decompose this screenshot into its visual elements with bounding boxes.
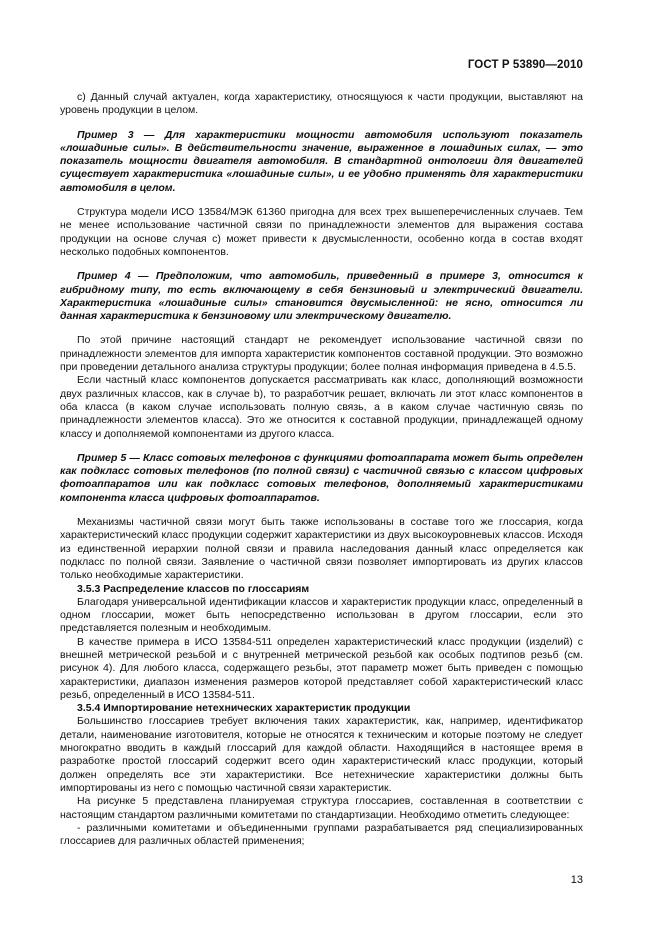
page-number: 13: [570, 874, 583, 886]
paragraph-partial-link-mechanisms: Механизмы частичной связи могут быть также использованы в составе того же глоссария, когда характеристический класс продукции содержит характеристики из двух высокоуровневых классов. Исходя из единственной иерархии полной связи и правила наследования данный класс определяется как подкласс по полной связи. Заявление о частичной связи позволяет импортировать из других классов только необходимые характеристики.: [60, 516, 583, 582]
paragraph-universal-identification: Благодаря универсальной идентификации классов и характеристик продукции класс, определенный в одном глоссарии, может быть непосредственно использован в другом глоссарии, если это представляется полезным и необходимым.: [60, 595, 583, 635]
document-body: [60, 91, 583, 848]
paragraph-case-c: с) Данный случай актуален, когда характеристику, относящуюся к части продукции, выставляют на уровень продукции в целом.: [60, 91, 583, 117]
standard-header: ГОСТ Р 53890—2010: [467, 59, 583, 71]
paragraph-recommendation: По этой причине настоящий стандарт не рекомендует использование частичной связи по принадлежности элементов для импорта характеристик компонентов составной продукции. Это возможно при проведении детального анализа структуры продукции; более полная информация приведена в 4.5.5.: [60, 334, 583, 374]
example-5: Пример 5 — Класс сотовых телефонов с функциями фотоаппарата может быть определен как подкласс сотовых телефонов (по полной связи) с частичной связью с классом цифровых фотоаппаратов или как подкласс сотовых телефонов, дополняемый характеристиками компонента класса цифровых фотоаппаратов.: [60, 451, 583, 504]
paragraph-non-technical: Большинство глоссариев требует включения таких характеристик, как, например, идентификатор детали, наименование изготовителя, которые не относятся к техническим и которые поэтому не следует многократно вводить в каждый глоссарий для каждой области. Находящийся в настоящее время в разработке простой глоссарий содержит всего один характеристический класс продукции, который должен определять все эти характеристики. Все нетехнические характеристики должны быть импортированы из него с помощью частичной связи характеристик.: [60, 715, 583, 794]
section-heading-3-5-3: 3.5.3 Распределение классов по глоссариям: [77, 582, 310, 595]
paragraph-iso-example: В качестве примера в ИСО 13584-511 определен характеристический класс продукции (изделий) с внешней метрической резьбой и с внутренней метрической резьбой как особых подтипов резьб (см. рисунок 4). Для любого класса, содержащего резьбы, этот параметр может быть приведен с помощью характеристики, диапазон изменения размеров которой представляет собой характеристический класс резьб, определенный в ИСО 13584-511.: [60, 635, 583, 701]
paragraph-component-class: Если частный класс компонентов допускается рассматривать как класс, дополняющий возможности двух различных классов, как в случае b), то разработчик решает, включать ли этот класс компонентов в оба класса (в каком случае использовать полную связь, а в каком случае частичную связь по принадлежности элементов класса). Это же относится к составной продукции, принадлежащей одному классу и дополняемой компонентами из другого класса.: [60, 374, 583, 440]
list-item-committees: - различными комитетами и объединенными группами разрабатывается ряд специализированных глоссариев для различных областей применения;: [60, 821, 583, 848]
paragraph-figure-5: На рисунке 5 представлена планируемая структура глоссариев, составленная в соответствии с настоящим стандартом различными комитетами по стандартизации. Необходимо отметить следующее:: [60, 795, 583, 821]
paragraph-model-structure: Структура модели ИСО 13584/МЭК 61360 пригодна для всех трех вышеперечисленных случаев. Тем не менее использование частичной связи по принадлежности элементов для выражения состава продукции на основе случая с) может привести к двусмысленности, особенно когда в состав входят несколько подобных компонентов.: [60, 206, 583, 258]
example-4: Пример 4 — Предположим, что автомобиль, приведенный в примере 3, относится к гибридному типу, то есть включающему в себя бензиновый и электрический двигатели. Характеристика «лошадиные силы» становится двусмысленной: не ясно, относится ли данная характеристика к бензиновому или электрическому двигателю.: [60, 270, 583, 323]
example-3: Пример 3 — Для характеристики мощности автомобиля используют показатель «лошадиные силы». В действительности значение, выраженное в лошадиных силах, — это показатель мощности двигателя автомобиля. В стандартной онтологии для двигателей существует характеристика «лошадиные силы», и ее удобно применять для характеристики автомобиля в целом.: [60, 128, 583, 194]
section-heading-3-5-4: 3.5.4 Импортирование нетехнических характеристик продукции: [77, 702, 411, 715]
